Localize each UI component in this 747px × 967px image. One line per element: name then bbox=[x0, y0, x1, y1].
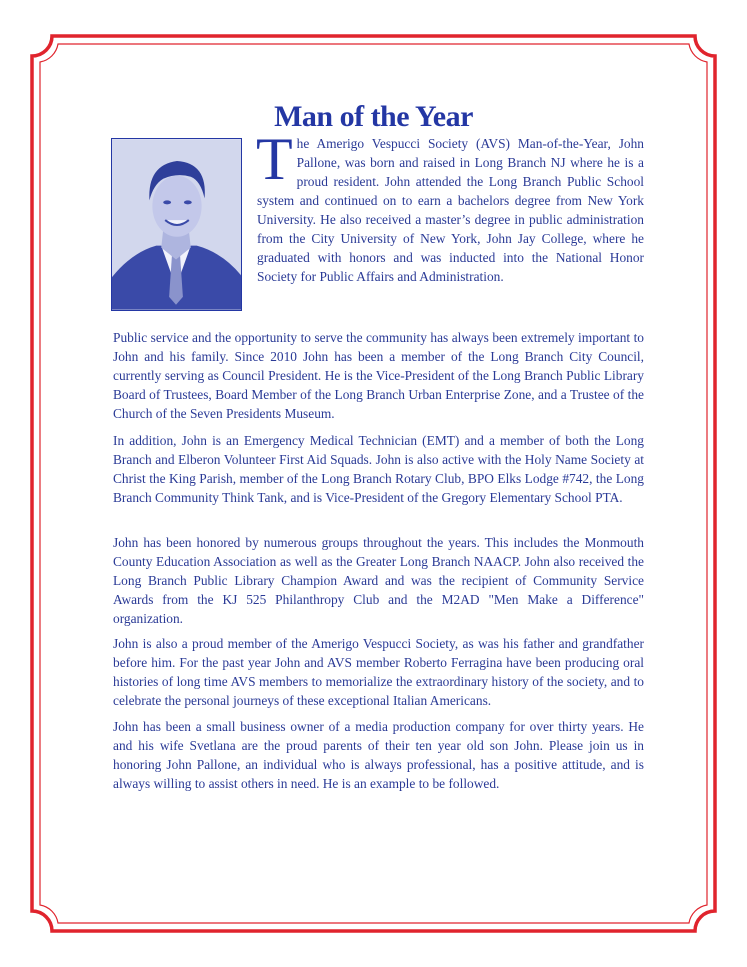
paragraph-intro-text: he Amerigo Vespucci Society (AVS) Man-of-the-Year, John Pallone, was born and raised in Long Branch NJ where he is a proud resident. John attended the Long Branch Public School system and continued on to earn a bachelors degree from New York University. He also received a master’s degree in public administration from the City University of New York, John Jay College, where he graduated with honors and was inducted into the National Honor Society for Public Affairs and Administration. bbox=[257, 136, 644, 284]
portrait-photo bbox=[111, 138, 242, 311]
paragraph-avs-membership: John is also a proud member of the Amerigo Vespucci Society, as was his father and grandfather before him. For the past year John and AVS member Roberto Ferragina have been producing oral histories of long time AVS members to memorialize the extraordinary history of the society, and to celebrate the personal journeys of these exceptional Italian Americans. bbox=[113, 636, 644, 708]
paragraph-community-activities: In addition, John is an Emergency Medical Technician (EMT) and a member of both the Long Branch and Elberon Volunteer First Aid Squads. John is also active with the Holy Name Society at Christ the King Parish, member of the Long Branch Rotary Club, BPO Elks Lodge #742, the Long Branch Community Think Tank, and is Vice-President of the Gregory Elementary School PTA. bbox=[113, 433, 644, 505]
paragraph-personal: John has been a small business owner of a media production company for over thirty years. He and his wife Svetlana are the proud parents of their ten year old son John. Please join us in honoring John Pallone, an individual who is always professional, has a positive attitude, and is always willing to assist others in need. He is an example to be followed. bbox=[113, 719, 644, 791]
drop-cap: T bbox=[256, 126, 293, 192]
page-title: Man of the Year bbox=[274, 100, 473, 133]
paragraph-intro bbox=[256, 126, 644, 286]
paragraph-honors: John has been honored by numerous groups throughout the years. This includes the Monmouth County Education Association as well as the Greater Long Branch NAACP. John also received the Long Branch Public Library Champion Award and was the recipient of Community Service Awards from the KJ 525 Philanthropy Club and the M2AD "Men Make a Difference" organization. bbox=[113, 535, 644, 626]
paragraph-public-service: Public service and the opportunity to serve the community has always been extremely important to John and his family. Since 2010 John has been a member of the Long Branch City Council, currently serving as Council President. He is the Vice-President of the Long Branch Public Library Board of Trustees, Board Member of the Long Branch Urban Enterprise Zone, and a Trustee of the Church of the Seven Presidents Museum. bbox=[113, 330, 644, 421]
portrait-image bbox=[112, 139, 241, 310]
